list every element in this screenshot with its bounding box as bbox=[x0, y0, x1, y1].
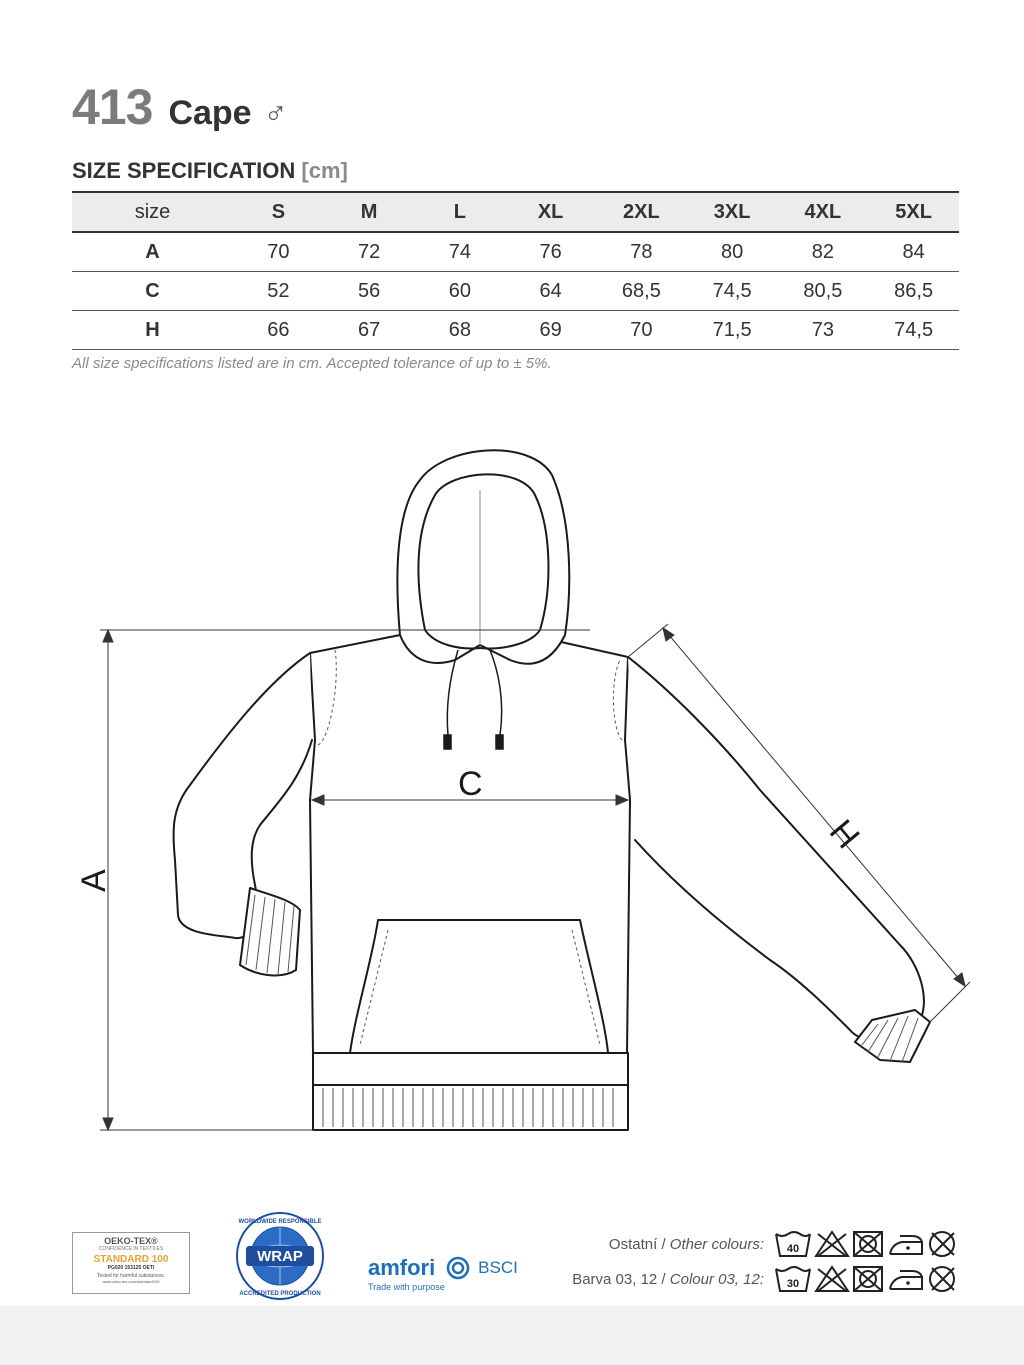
size-specification-heading bbox=[72, 158, 348, 184]
table-cell: 60 bbox=[415, 272, 506, 311]
table-cell: 78 bbox=[596, 232, 687, 272]
left-sleeve bbox=[174, 653, 312, 938]
hoodie-diagram bbox=[60, 440, 980, 1160]
right-sleeve bbox=[628, 657, 924, 1039]
wrap-ring-top: WORLDWIDE RESPONSIBLE bbox=[238, 1219, 322, 1225]
table-cell: 70 bbox=[233, 232, 324, 272]
dimension-h-ext-bottom bbox=[930, 982, 970, 1022]
row-label: A bbox=[72, 232, 233, 272]
table-cell: 80,5 bbox=[778, 272, 869, 311]
product-name: Cape bbox=[168, 94, 252, 132]
table-cell: 66 bbox=[233, 311, 324, 350]
size-header-cell: 2XL bbox=[596, 192, 687, 232]
table-cell: 73 bbox=[778, 311, 869, 350]
amfori-tagline: Trade with purpose bbox=[368, 1282, 445, 1292]
care-other-label-en: Other colours: bbox=[669, 1236, 764, 1253]
size-header-cell: M bbox=[324, 192, 415, 232]
table-cell: 74 bbox=[415, 232, 506, 272]
wash-temp-colour: 30 bbox=[786, 1278, 800, 1290]
tolerance-note: All size specifications listed are in cm. Accepted tolerance of up to ± 5%. bbox=[72, 355, 552, 372]
table-cell: 84 bbox=[868, 232, 959, 272]
table-cell: 64 bbox=[505, 272, 596, 311]
no-bleach-icon bbox=[816, 1267, 848, 1291]
care-icons-other bbox=[774, 1228, 960, 1260]
table-row bbox=[72, 232, 959, 272]
size-header-cell: S bbox=[233, 192, 324, 232]
iron-icon bbox=[890, 1236, 922, 1254]
row-label: H bbox=[72, 311, 233, 350]
size-header-cell: 3XL bbox=[687, 192, 778, 232]
hoodie-body-outline bbox=[310, 635, 630, 1053]
bottom-band bbox=[0, 1306, 1024, 1365]
iron-icon bbox=[890, 1271, 922, 1289]
size-column-header: size bbox=[72, 192, 233, 232]
amfori-brand: amfori bbox=[368, 1255, 436, 1280]
male-gender-icon: ♂ bbox=[263, 95, 288, 131]
no-dry-clean-icon bbox=[930, 1267, 954, 1291]
no-bleach-icon bbox=[816, 1232, 848, 1256]
aglet-left bbox=[444, 735, 451, 749]
hood-outline bbox=[397, 450, 569, 663]
care-icons-colour bbox=[774, 1263, 960, 1295]
table-row bbox=[72, 272, 959, 311]
table-cell: 80 bbox=[687, 232, 778, 272]
dimension-h-ext-top bbox=[628, 624, 668, 657]
dimension-a-arrow-top bbox=[103, 630, 113, 642]
size-table bbox=[72, 191, 959, 350]
dimension-h-label: H bbox=[821, 812, 867, 856]
oeko-title: OEKO-TEX® bbox=[104, 1236, 158, 1246]
product-title bbox=[72, 78, 288, 138]
spec-unit: [cm] bbox=[301, 158, 348, 183]
table-cell: 71,5 bbox=[687, 311, 778, 350]
left-cuff bbox=[240, 888, 300, 975]
table-cell: 82 bbox=[778, 232, 869, 272]
row-label: C bbox=[72, 272, 233, 311]
hem-band bbox=[313, 1085, 628, 1130]
table-cell: 72 bbox=[324, 232, 415, 272]
table-row bbox=[72, 311, 959, 350]
table-cell: 74,5 bbox=[868, 311, 959, 350]
oeko-subtitle: CONFIDENCE IN TEXTILES bbox=[98, 1246, 164, 1252]
table-cell: 74,5 bbox=[687, 272, 778, 311]
care-colour-label-en: Colour 03, 12: bbox=[669, 1271, 764, 1288]
table-cell: 52 bbox=[233, 272, 324, 311]
wrap-logo bbox=[234, 1210, 326, 1302]
table-cell: 76 bbox=[505, 232, 596, 272]
table-cell: 70 bbox=[596, 311, 687, 350]
size-header-row bbox=[72, 192, 959, 232]
table-cell: 86,5 bbox=[868, 272, 959, 311]
amfori-spiral-icon bbox=[446, 1256, 470, 1280]
amfori-bsci-logo bbox=[368, 1255, 518, 1292]
wrap-word: WRAP bbox=[257, 1248, 303, 1265]
oeko-tested: Tested for harmful substances. bbox=[96, 1273, 166, 1279]
table-cell: 68,5 bbox=[596, 272, 687, 311]
table-cell: 68 bbox=[415, 311, 506, 350]
aglet-right bbox=[496, 735, 503, 749]
amfori-bsci: BSCI bbox=[478, 1258, 518, 1277]
table-cell: 67 bbox=[324, 311, 415, 350]
spec-heading-text: SIZE SPECIFICATION bbox=[72, 158, 296, 183]
table-cell: 69 bbox=[505, 311, 596, 350]
size-header-cell: 5XL bbox=[868, 192, 959, 232]
oeko-url: www.oeko-tex.com/standard100 bbox=[102, 1279, 160, 1284]
wrap-ring-bottom: ACCREDITED PRODUCTION bbox=[239, 1291, 321, 1297]
dimension-a-arrow-bottom bbox=[103, 1118, 113, 1130]
oeko-code: PG020 153125 OETI bbox=[107, 1265, 155, 1271]
wash-temp-other: 40 bbox=[786, 1243, 800, 1255]
care-row-colour bbox=[572, 1271, 764, 1288]
care-other-label-cz: Ostatní / bbox=[608, 1236, 670, 1253]
certifications-footer bbox=[0, 1195, 1024, 1305]
size-header-cell: 4XL bbox=[778, 192, 869, 232]
oeko-tex-label bbox=[72, 1232, 190, 1294]
dimension-c-label: C bbox=[458, 765, 483, 803]
care-row-other bbox=[609, 1236, 764, 1253]
oeko-standard: STANDARD 100 bbox=[93, 1254, 169, 1265]
table-cell: 56 bbox=[324, 272, 415, 311]
dimension-a-label: A bbox=[75, 869, 113, 892]
product-number: 413 bbox=[72, 79, 153, 135]
care-colour-label-cz: Barva 03, 12 / bbox=[572, 1271, 670, 1288]
no-dry-clean-icon bbox=[930, 1232, 954, 1256]
size-header-cell: XL bbox=[505, 192, 596, 232]
size-header-cell: L bbox=[415, 192, 506, 232]
